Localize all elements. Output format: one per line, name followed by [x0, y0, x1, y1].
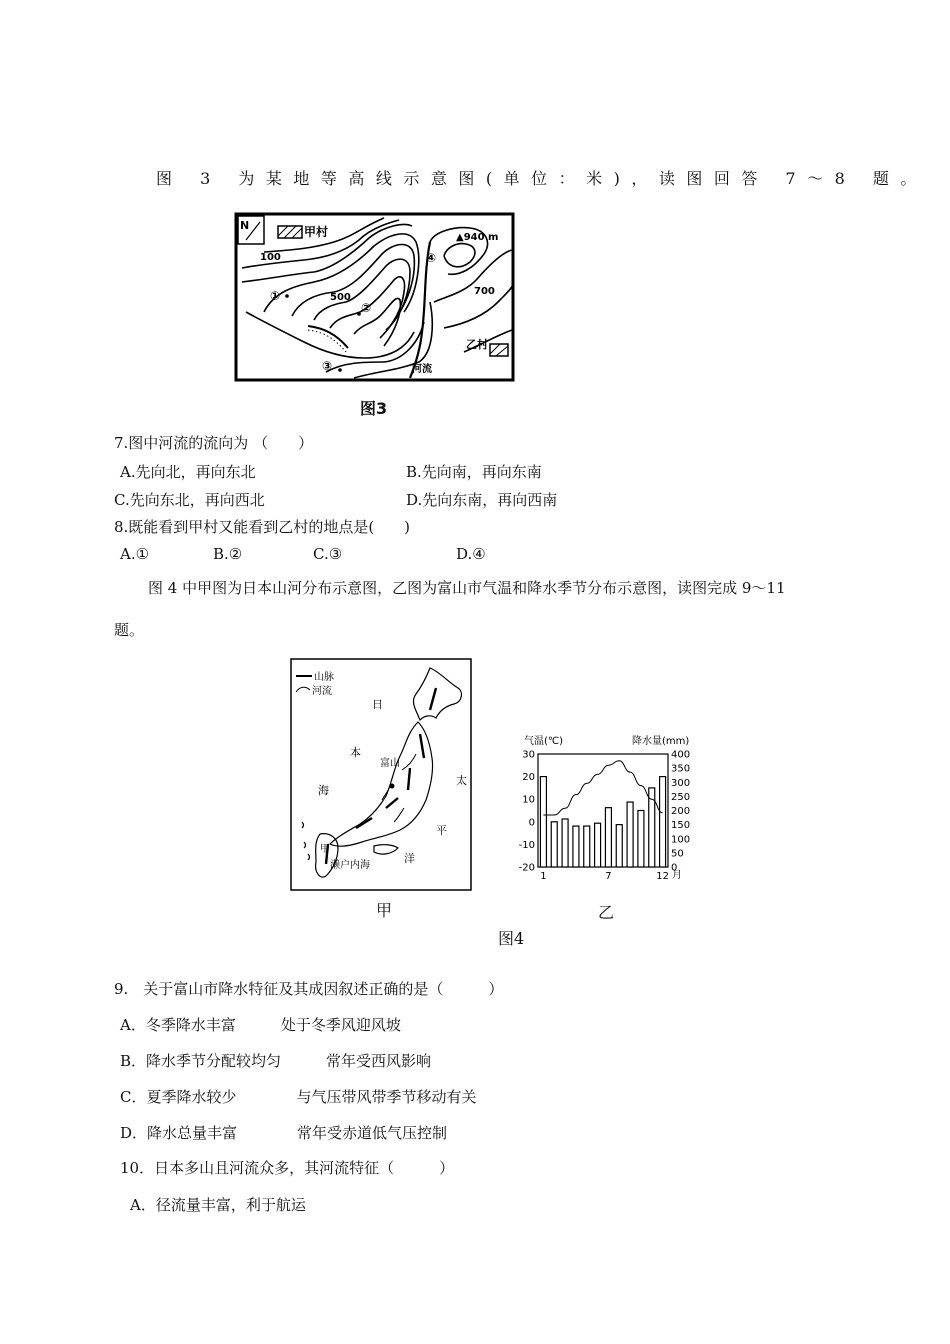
point-4-label: ④ [426, 251, 437, 265]
village-a-label: 甲村 [304, 225, 329, 239]
figure-4-yi-caption: 乙 [598, 903, 615, 922]
q8-stem: 8.既能看到甲村又能看到乙村的地点是( ) [114, 518, 411, 536]
q7-stem: 7.图中河流的流向为 （ ） [114, 434, 314, 452]
x-tick-label: 1 [540, 871, 547, 882]
label-ben: 本 [350, 746, 361, 759]
left-tick-label: -20 [518, 862, 535, 874]
right-tick-label: 200 [671, 806, 691, 817]
right-tick-label: 350 [671, 763, 691, 775]
contour-100-label: 100 [260, 252, 281, 263]
q7-option-b: B.先向南，再向东南 [406, 463, 542, 481]
point-1-dot [285, 294, 289, 298]
label-yang: 洋 [404, 852, 415, 865]
x-tick-label: 7 [605, 871, 612, 882]
precip-bar [605, 808, 611, 867]
chart-bars [540, 777, 665, 867]
left-tick-label: 30 [522, 749, 535, 761]
chart-xlabel: 月 [672, 870, 682, 881]
label-ri: 日 [372, 698, 383, 711]
q10-stem: 10．日本多山且河流众多，其河流特征（ ） [120, 1159, 455, 1177]
right-tick-label: 50 [671, 848, 684, 860]
precip-bar [540, 777, 546, 867]
q9-option-c: C．夏季降水较少 与气压带风带季节移动有关 [120, 1088, 477, 1106]
q9-stem: 9. 关于富山市降水特征及其成因叙述正确的是（ ） [114, 980, 504, 998]
q9-option-a: A．冬季降水丰富 处于冬季风迎风坡 [120, 1016, 401, 1034]
label-jia-point: 甲 [320, 844, 330, 855]
chart-left-ticks [519, 750, 535, 874]
label-inland-sea: 濑户内海 [330, 860, 370, 871]
right-tick-label: 0 [671, 862, 678, 874]
precip-bar [616, 825, 622, 867]
intro-fig4-line2: 题。 [114, 621, 145, 639]
label-hai: 海 [318, 784, 329, 797]
left-tick-label: 20 [522, 772, 535, 784]
figure-4-yi-climate-chart [508, 730, 704, 890]
x-tick-label: 12 [656, 871, 669, 882]
chart-x-ticks [540, 871, 669, 882]
figure-4-caption: 图4 [498, 929, 525, 948]
intro-fig4-line1: 图 4 中甲图为日本山河分布示意图，乙图为富山市气温和降水季节分布示意图，读图完成 9～11 [148, 579, 786, 597]
precip-bar [660, 777, 666, 867]
point-2-dot [357, 312, 361, 316]
intro-fig3: 图 3 为某地等高线示意图(单位：米)，读图回答 7～8 题。 [156, 169, 928, 188]
precip-bar [584, 826, 590, 867]
chart-right-ticks [671, 750, 690, 874]
label-ping: 平 [436, 824, 447, 837]
q8-option-b: B.② [213, 545, 243, 563]
precip-bar [551, 822, 557, 867]
q8-option-c: C.③ [313, 545, 343, 563]
chart-ylabel-left: 气温(℃) [524, 736, 564, 747]
q10-option-a: A．径流量丰富，利于航运 [130, 1196, 306, 1214]
river-label: 河流 [412, 364, 432, 375]
precip-bar [638, 811, 644, 868]
point-1-label: ① [270, 289, 281, 303]
q9-option-d: D．降水总量丰富 常年受赤道低气压控制 [120, 1124, 448, 1142]
right-tick-label: 300 [671, 777, 691, 789]
right-tick-label: 150 [671, 820, 691, 832]
precip-bar [562, 819, 568, 867]
contour-500-label: 500 [330, 292, 351, 303]
right-tick-label: 100 [671, 834, 691, 846]
precip-bar [627, 802, 633, 867]
figure-4-jia-caption: 甲 [376, 901, 393, 920]
q7-option-c: C.先向东北，再向西北 [114, 491, 265, 509]
chart-ylabel-right: 降水量(mm) [632, 736, 690, 747]
q8-option-d: D.④ [456, 545, 486, 563]
left-tick-label: -10 [518, 839, 535, 851]
label-toyama: 富山 [380, 758, 400, 769]
north-label: N [240, 219, 250, 232]
label-tai: 太 [456, 774, 467, 787]
left-tick-label: 10 [522, 794, 535, 806]
precip-bar [573, 826, 579, 867]
peak-label: ▲940 m [456, 232, 499, 243]
point-3-label: ③ [322, 359, 333, 373]
point-2-label: ② [361, 301, 372, 315]
q7-option-a: A.先向北，再向东北 [120, 463, 256, 481]
q7-option-d: D.先向东南，再向西南 [406, 491, 558, 509]
left-tick-label: 0 [528, 817, 535, 829]
right-tick-label: 250 [671, 791, 691, 803]
figure-4-jia-map [290, 658, 472, 892]
precip-bar [595, 823, 601, 867]
point-3-dot [338, 368, 342, 372]
contour-700-label: 700 [474, 286, 495, 297]
village-b-icon [490, 344, 508, 356]
figure-3-contour-map [234, 212, 516, 384]
figure-3-caption: 图3 [360, 399, 388, 418]
legend-mountain-label: 山脉 [314, 672, 334, 683]
q8-option-a: A.① [120, 545, 150, 563]
village-b-label: 乙村 [466, 338, 488, 351]
q9-option-b: B．降水季节分配较均匀 常年受西风影响 [120, 1052, 432, 1070]
legend-river-label: 河流 [312, 686, 332, 697]
chart-temperature-line [543, 761, 662, 815]
right-tick-label: 400 [671, 749, 691, 761]
toyama-dot [390, 784, 395, 789]
